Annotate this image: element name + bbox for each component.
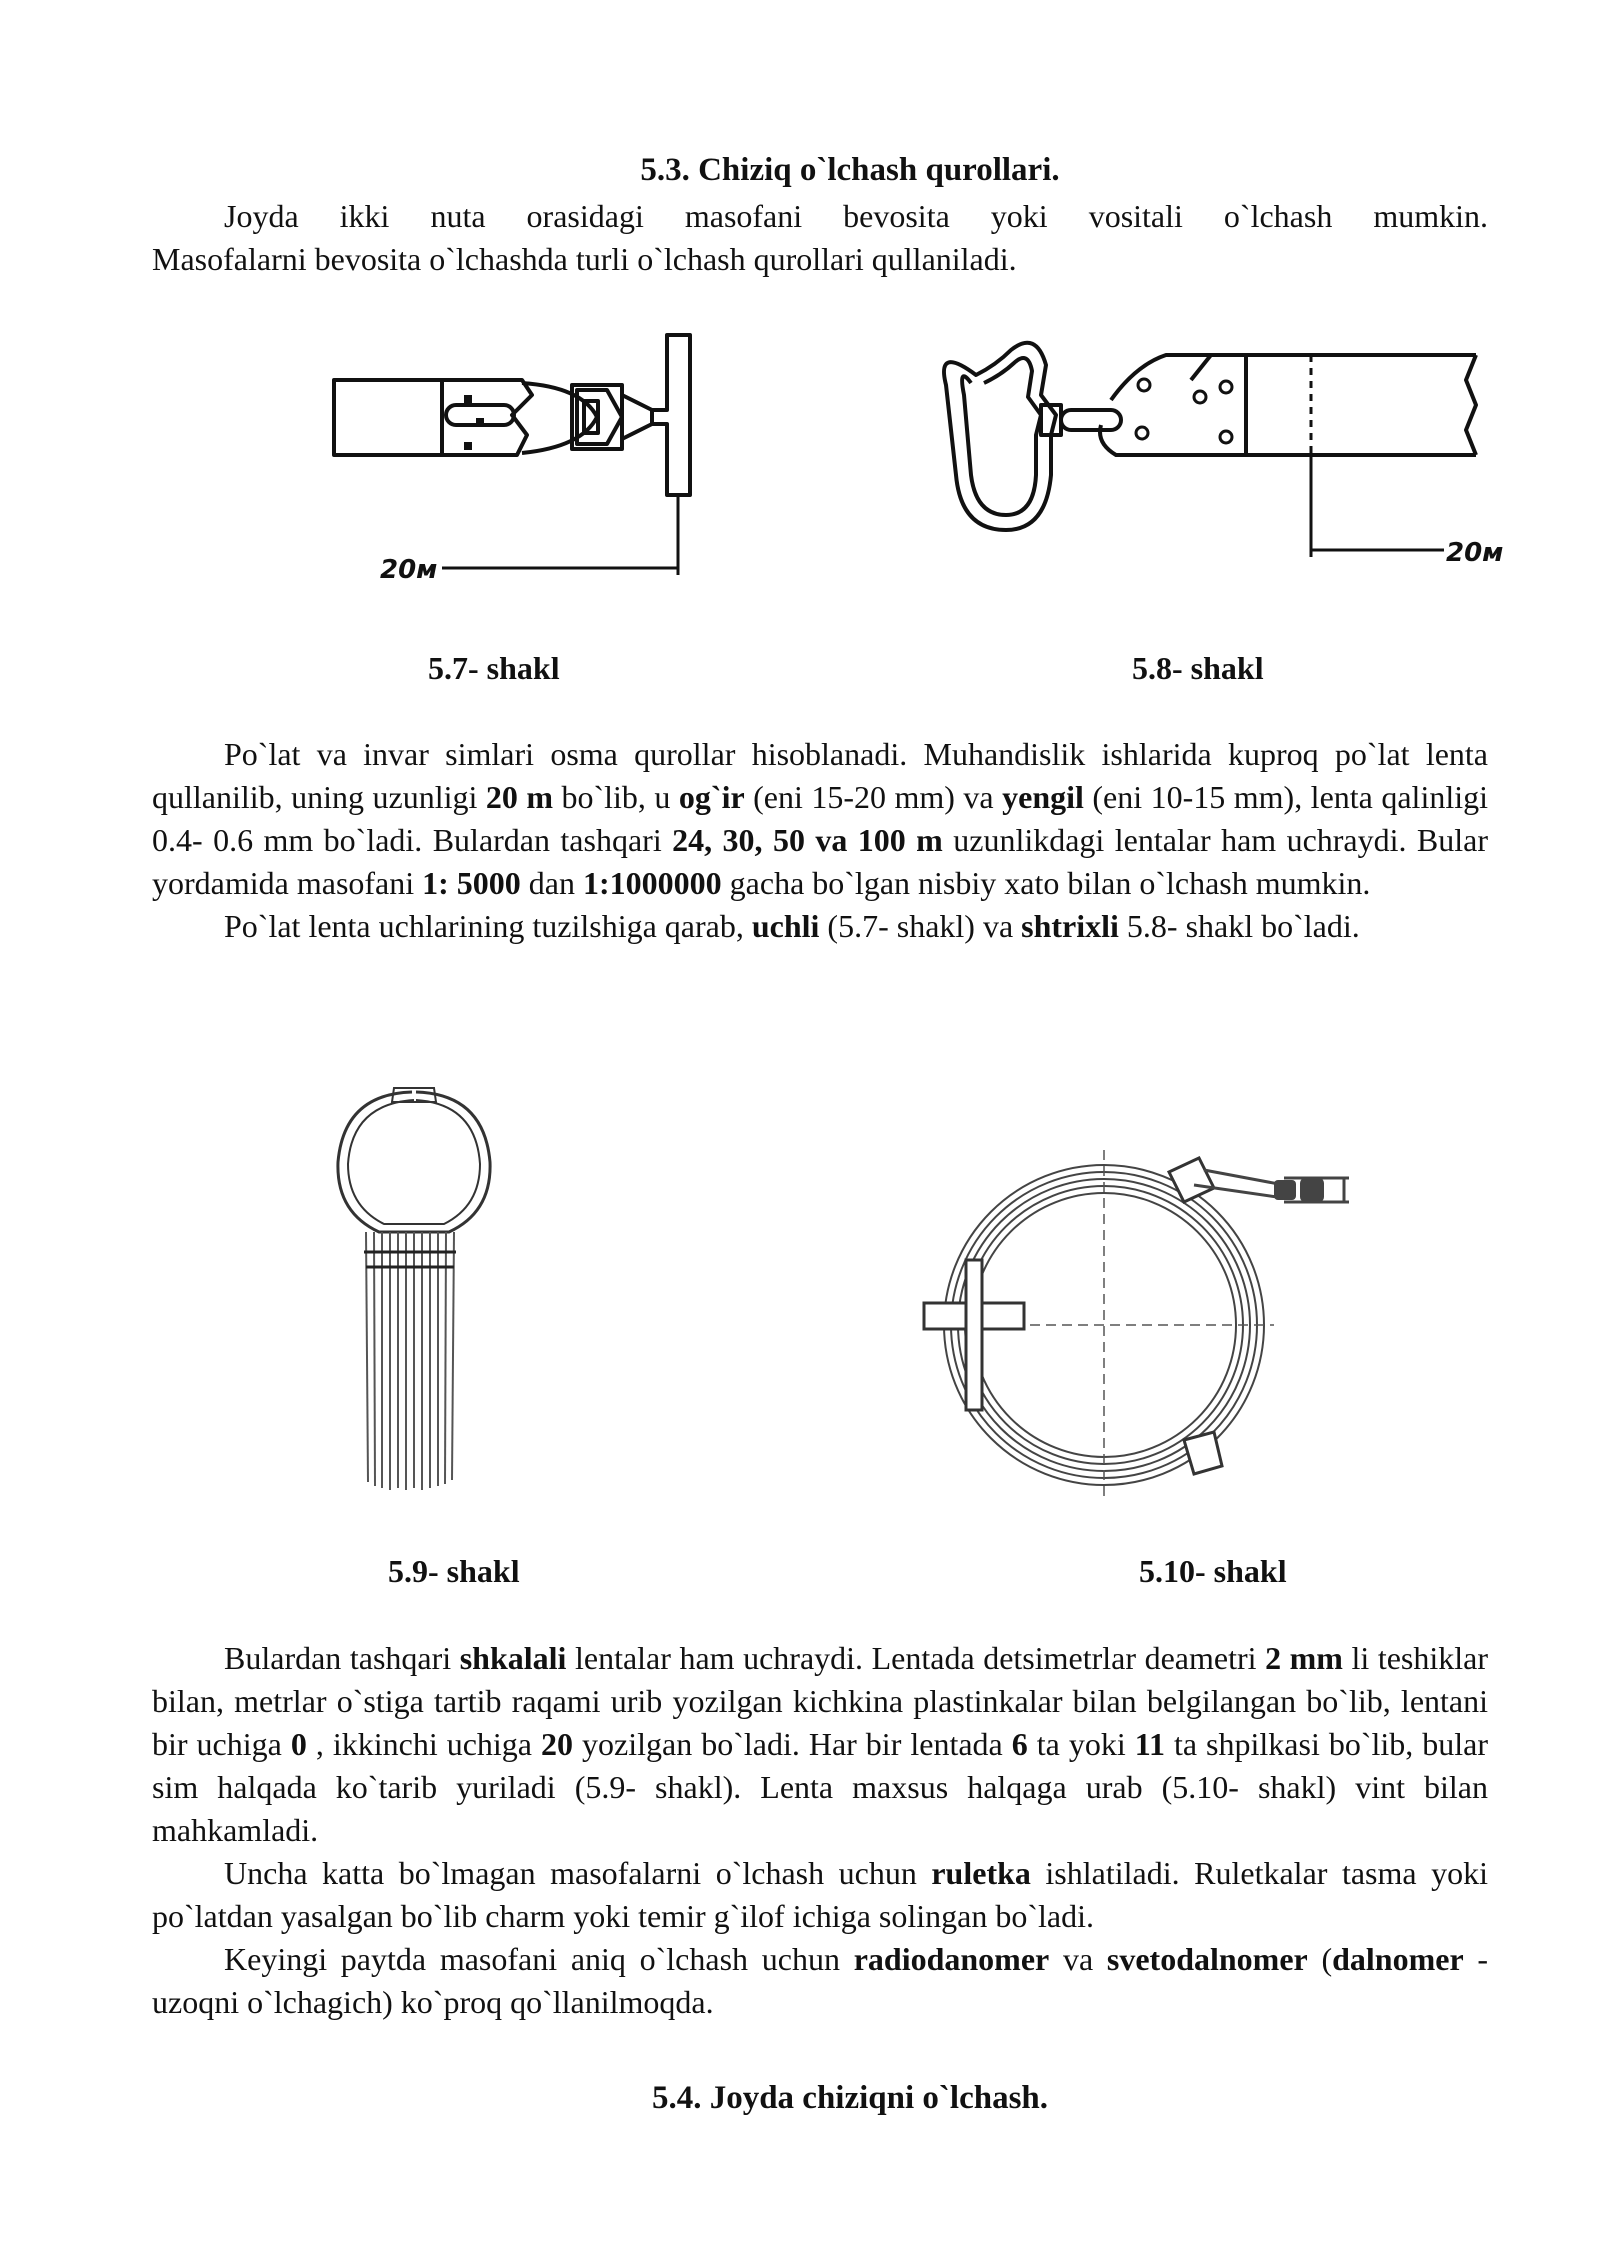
- para1-bold-length: 20 m: [485, 779, 554, 815]
- para5-text-3: (: [1307, 1941, 1333, 1977]
- para1-text-7: gacha bo`lgan nisbiy xato bilan o`lchash mumkin.: [721, 865, 1371, 901]
- para3-text-2: lentalar ham uchraydi. Lentada detsimetrlar deametri: [566, 1640, 1266, 1676]
- para1-bold-ratio-1: 1: 5000: [422, 865, 521, 901]
- para5-bold-rangefinder: dalnomer: [1332, 1941, 1464, 1977]
- para1-text-3: (eni 15-20 mm) va: [744, 779, 1003, 815]
- para4-bold-roulette: ruletka: [931, 1855, 1031, 1891]
- figure-5-8-tape-end-drawing: [916, 325, 1504, 595]
- para1-text-4: (eni 10-15 mm), lenta qalinligi 0.4- 0.6 mm bo`ladi. Bulardan tashqari: [152, 779, 1489, 858]
- para5-text-4: - uzoqni o`lchagich) ko`proq qo`llanilmoqda.: [152, 1941, 1489, 2020]
- paragraph-scaled-tape: [152, 1637, 1488, 1852]
- figure-5-9-pins-ring-drawing: [324, 1082, 504, 1502]
- para4-text-1: Uncha katta bo`lmagan masofalarni o`lchash uchun: [224, 1855, 932, 1891]
- figure-5-8-caption: 5.8- shakl: [1132, 650, 1264, 686]
- para5-bold-light: svetodalnomer: [1106, 1941, 1308, 1977]
- para3-text-6: ta yoki: [1027, 1726, 1135, 1762]
- para3-text-7: ta shpilkasi bo`lib, bular sim halqada ko`tarib yuriladi (5.9- shakl). Lenta maxsus halqaga urab (5.10- shakl) vint bilan mahkamladi.: [152, 1726, 1489, 1848]
- figure-5-9-caption: 5.9- shakl: [388, 1553, 520, 1589]
- paragraph-rangefinder: [152, 1938, 1488, 2024]
- paragraph-block-lower: [152, 1637, 1488, 2024]
- para1-text-1: Po`lat va invar simlari osma qurollar hisoblanadi. Muhandislik ishlarida kuproq po`lat lenta qullanilib, uning uzunligi: [152, 736, 1488, 815]
- para3-text-3: li teshiklar bilan, metrlar o`stiga tartib raqami urib yozilgan kichkina plastinkalar bilan belgilangan bo`lib, lentani bir uchiga: [152, 1640, 1489, 1762]
- para1-text-5: uzunlikdagi lentalar ham uchraydi. Bular yordamida masofani: [152, 822, 1489, 901]
- intro-line-1: Joyda ikki nuta orasidagi masofani bevosita yoki vositali o`lchash mumkin.: [224, 198, 1488, 234]
- figure-5-7-caption: 5.7- shakl: [428, 650, 560, 686]
- para1-bold-lengths: 24, 30, 50 va 100 m: [672, 822, 943, 858]
- para2-text-3: 5.8- shakl bo`ladi.: [1118, 908, 1360, 944]
- para2-bold-hatched: shtrixli: [1021, 908, 1119, 944]
- figure-5-10-coiled-tape-drawing: [904, 1140, 1364, 1510]
- paragraph-roulette: [152, 1852, 1488, 1938]
- fig-5-7-dimension-label: 20м: [380, 555, 438, 585]
- figure-5-7-tape-end-drawing: [322, 325, 882, 595]
- para3-bold-2mm: 2 mm: [1265, 1640, 1343, 1676]
- para5-text-2: va: [1049, 1941, 1107, 1977]
- para5-text-1: Keyingi paytda masofani aniq o`lchash uchun: [224, 1941, 854, 1977]
- para3-bold-eleven: 11: [1134, 1726, 1165, 1762]
- para3-text-5: yozilgan bo`ladi. Har bir lentada: [573, 1726, 1012, 1762]
- paragraph-tape-ends: [152, 905, 1488, 948]
- para2-text-1: Po`lat lenta uchlarining tuzilshiga qarab,: [224, 908, 752, 944]
- intro-paragraph: [152, 195, 1488, 281]
- para2-bold-pointed: uchli: [751, 908, 820, 944]
- paragraph-steel-tape: [152, 733, 1488, 948]
- para1-bold-heavy: og`ir: [678, 779, 745, 815]
- para3-text-4: , ikkinchi uchiga: [306, 1726, 542, 1762]
- para1-text-6: dan: [520, 865, 583, 901]
- section-heading-5-3: 5.3. Chiziq o`lchash qurollari.: [640, 152, 1060, 188]
- para3-bold-twenty: 20: [541, 1726, 574, 1762]
- para3-bold-zero: 0: [290, 1726, 307, 1762]
- para4-text-2: ishlatiladi. Ruletkalar tasma yoki po`latdan yasalgan bo`lib charm yoki temir g`ilof ichiga solingan bo`ladi.: [152, 1855, 1488, 1934]
- para1-bold-ratio-2: 1:1000000: [583, 865, 722, 901]
- para1-bold-light: yengil: [1002, 779, 1084, 815]
- para3-text-1: Bulardan tashqari: [224, 1640, 460, 1676]
- para5-bold-radio: radiodanomer: [853, 1941, 1050, 1977]
- fig-5-8-dimension-label: 20м: [1446, 538, 1504, 568]
- figure-5-10-caption: 5.10- shakl: [1139, 1553, 1287, 1589]
- section-heading-5-4: 5.4. Joyda chiziqni o`lchash.: [651, 2080, 1049, 2116]
- para3-bold-scaled: shkalali: [459, 1640, 567, 1676]
- para2-text-2: (5.7- shakl) va: [819, 908, 1022, 944]
- para1-text-2: bo`lib, u: [553, 779, 679, 815]
- intro-line-2: Masofalarni bevosita o`lchashda turli o`lchash qurollari qullaniladi.: [152, 241, 1017, 277]
- para3-bold-six: 6: [1011, 1726, 1028, 1762]
